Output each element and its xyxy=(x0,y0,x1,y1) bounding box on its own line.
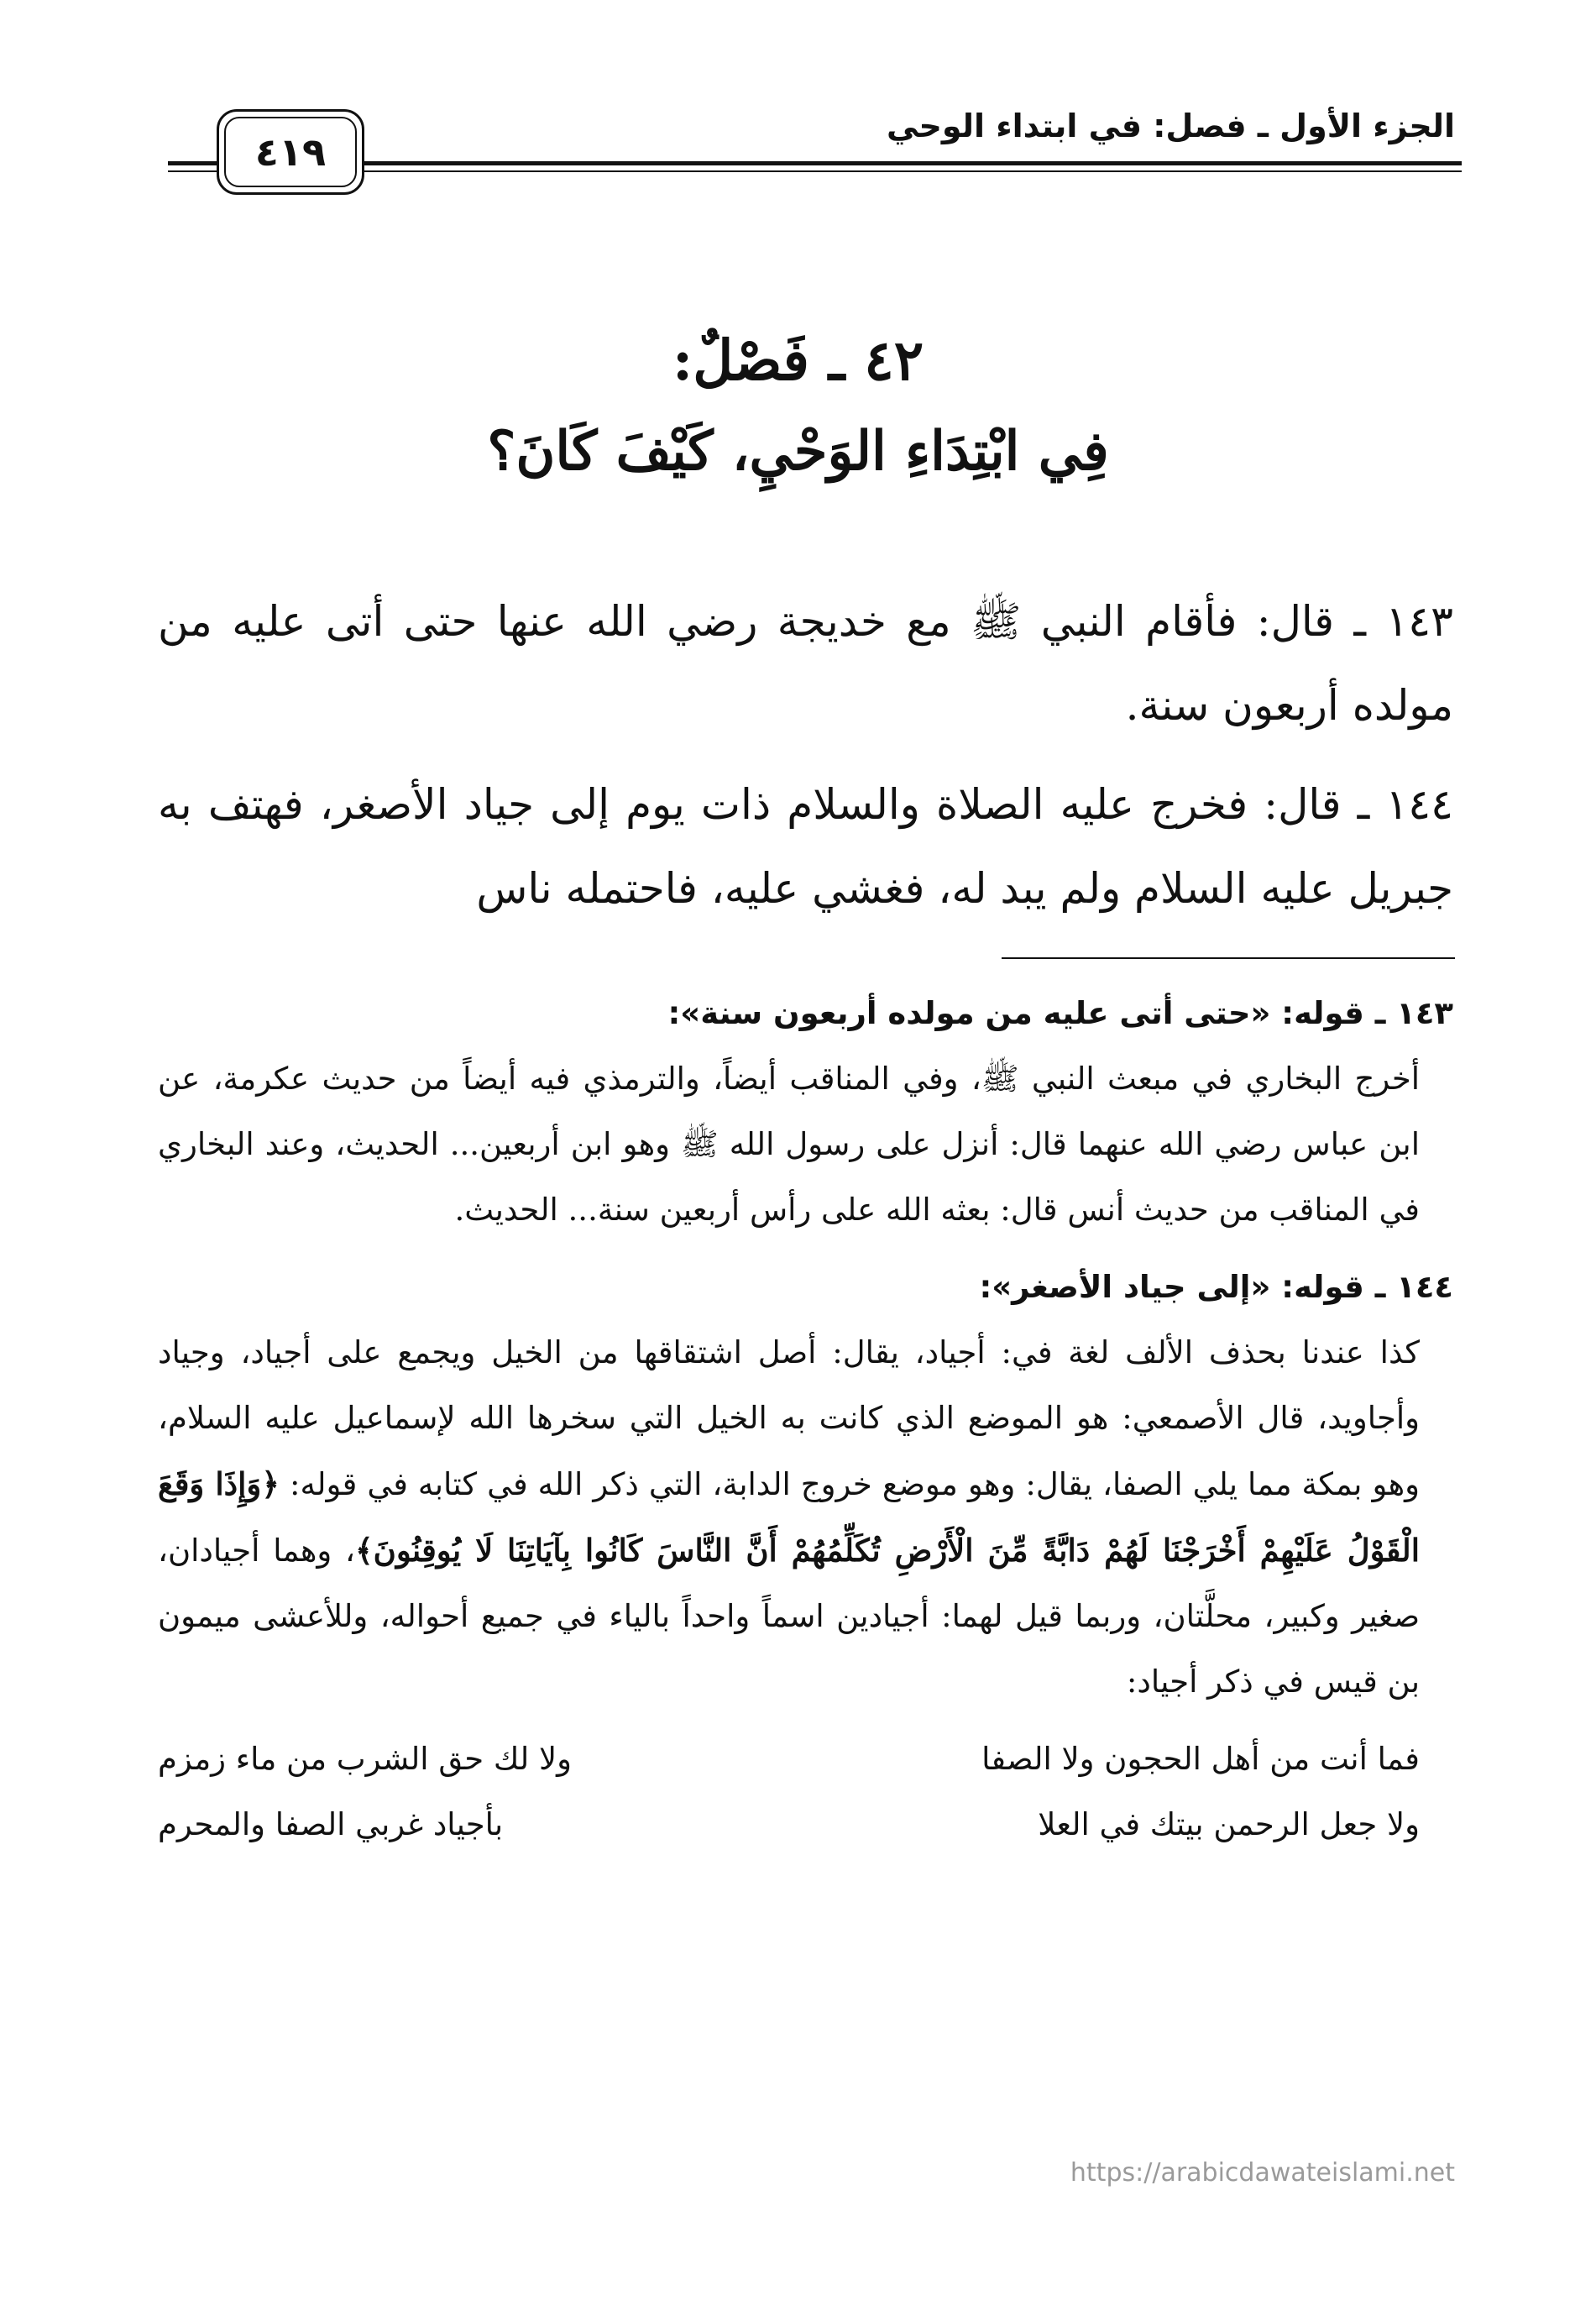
poetry-first-hemistich: ولا جعل الرحمن بيتك في العلا xyxy=(1038,1806,1420,1842)
footnote-143-heading: ١٤٣ ـ قوله: «حتى أتى عليه من مولده أربعون سنة»: xyxy=(667,995,1453,1031)
footnote-144-heading: ١٤٤ ـ قوله: «إلى جياد الأصغر»: xyxy=(979,1269,1453,1305)
main-text xyxy=(158,579,1453,946)
source-watermark: https://arabicdawateislami.net xyxy=(1070,2158,1455,2188)
poetry-line xyxy=(158,1727,1420,1792)
poetry-line xyxy=(158,1792,1420,1858)
page-number-frame xyxy=(217,109,364,195)
footnote-separator xyxy=(1002,957,1455,959)
page-number-inner-frame xyxy=(224,117,357,187)
footnote-144-text-part2: ، وهما أجيادان، صغير وكبير، محلَّتان، وربما قيل لهما: أجيادين اسماً واحداً بالياء في جميع أحواله، وللأعشى ميمون بن قيس في ذكر أجياد: xyxy=(158,1533,1420,1700)
page-number: ٤١٩ xyxy=(254,129,327,175)
poetry-second-hemistich: ولا لك حق الشرب من ماء زمزم xyxy=(158,1741,573,1777)
quran-verse: ﴿وَإِذَا وَقَعَ الْقَوْلُ عَلَيْهِمْ أَخْرَجْنَا لَهُمْ دَابَّةً مِّنَ الْأَرْضِ تُكَلِّمُهُمْ أَنَّ النَّاسَ كَانُوا بِآيَاتِنَا لَا يُوقِنُونَ﴾ xyxy=(158,1465,1420,1569)
chapter-subtitle: فِي ابْتِدَاءِ الوَحْيِ، كَيْفَ كَانَ؟ xyxy=(487,420,1109,483)
footnotes xyxy=(158,981,1453,1858)
paragraph-144: ١٤٤ ـ قال: فخرج عليه الصلاة والسلام ذات يوم إلى جياد الأصغر، فهتف به جبريل عليه السلام ولم يبد له، فغشي عليه، فاحتمله ناس xyxy=(158,780,1453,913)
running-title: الجزء الأول ـ فصل: في ابتداء الوحي xyxy=(887,107,1455,144)
poetry-first-hemistich: فما أنت من أهل الحجون ولا الصفا xyxy=(981,1741,1420,1777)
paragraph-143: ١٤٣ ـ قال: فأقام النبي ﷺ مع خديجة رضي الله عنها حتى أتى عليه من مولده أربعون سنة. xyxy=(158,597,1453,730)
footnote-144-text xyxy=(158,1320,1420,1715)
footnote-144-text-part1: كذا عندنا بحذف الألف لغة في: أجياد، يقال: أصل اشتقاقها من الخيل ويجمع على أجياد، وجياد وأجاويد، قال الأصمعي: هو الموضع الذي كانت به الخيل التي سخرها الله لإسماعيل عليه السلام، وهو بمكة مما يلي الصفا، يقال: وهو موضع خروج الدابة، التي ذكر الله في كتابه في قوله: xyxy=(158,1334,1420,1502)
chapter-title: ٤٢ ـ فَصْلٌ: xyxy=(672,328,924,393)
poetry-second-hemistich: بأجياد غربي الصفا والمحرم xyxy=(158,1806,504,1842)
footnote-143-text: أخرج البخاري في مبعث النبي ﷺ، وفي المناقب أيضاً، والترمذي فيه أيضاً من حديث عكرمة، عن ابن عباس رضي الله عنهما قال: أنزل على رسول الله ﷺ وهو ابن أربعين... الحديث، وعند البخاري في المناقب من حديث أنس قال: بعثه الله على رأس أربعين سنة... الحديث. xyxy=(158,1061,1420,1228)
